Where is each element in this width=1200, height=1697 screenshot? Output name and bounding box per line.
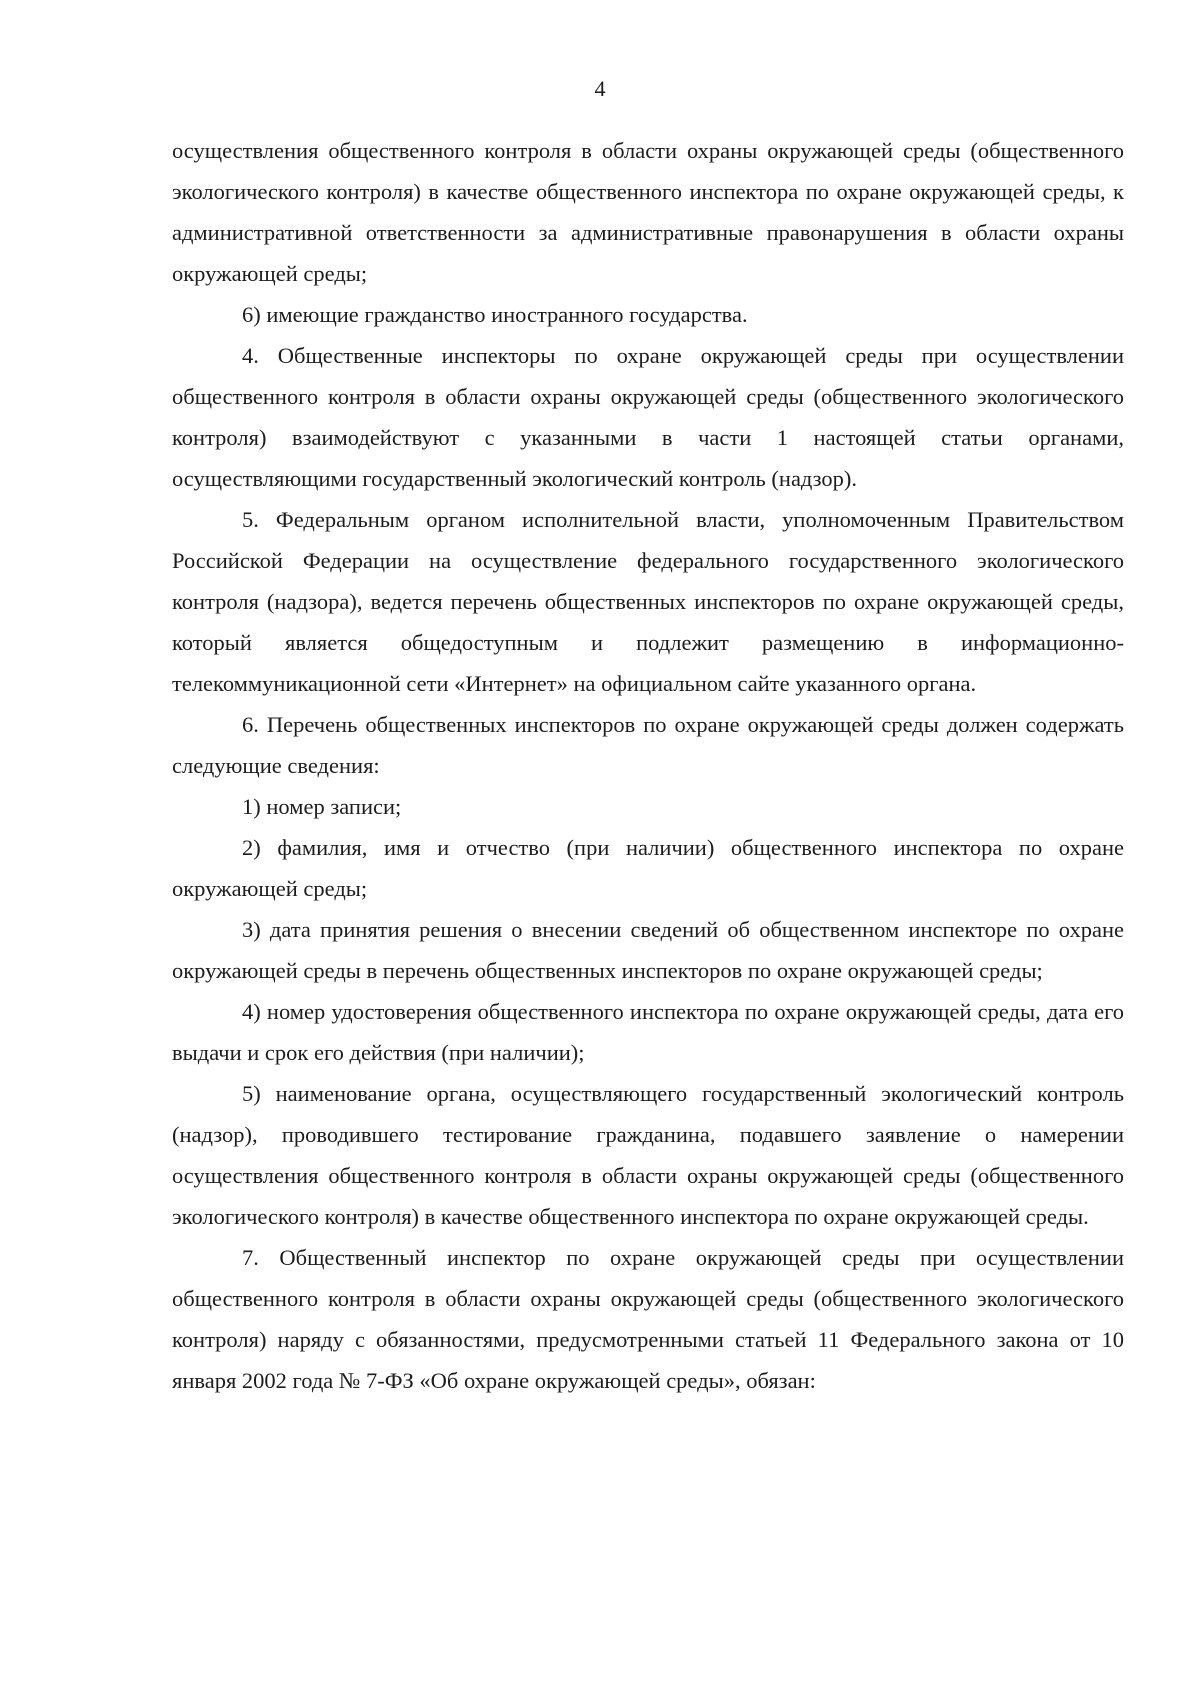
document-body	[172, 130, 1124, 1401]
paragraph-item-5: 5) наименование органа, осуществляющего государственный экологический контроль (надзор), проводившего тестирование гражданина, подавшего заявление о намерении осуществления общественного контроля в области охраны окружающей среды (общественного экологического контроля) в качестве общественного инспектора по охране окружающей среды.	[172, 1081, 1124, 1229]
paragraph-item-4: 4) номер удостоверения общественного инспектора по охране окружающей среды, дата его выдачи и срок его действия (при наличии);	[172, 999, 1124, 1065]
paragraph-continuation: осуществления общественного контроля в области охраны окружающей среды (общественного экологического контроля) в качестве общественного инспектора по охране окружающей среды, к административной ответственности за административные правонарушения в области охраны окружающей среды;	[172, 138, 1124, 286]
paragraph-clause-4: 4. Общественные инспекторы по охране окружающей среды при осуществлении общественного контроля в области охраны окружающей среды (общественного экологического контроля) взаимодействуют с указанными в части 1 настоящей статьи органами, осуществляющими государственный экологический контроль (надзор).	[172, 343, 1124, 491]
paragraph-clause-7: 7. Общественный инспектор по охране окружающей среды при осуществлении общественного контроля в области охраны окружающей среды (общественного экологического контроля) наряду с обязанностями, предусмотренными статьей 11 Федерального закона от 10 января 2002 года № 7-ФЗ «Об охране окружающей среды», обязан:	[172, 1245, 1124, 1393]
paragraph-item-2: 2) фамилия, имя и отчество (при наличии) общественного инспектора по охране окружающей среды;	[172, 835, 1124, 901]
paragraph-clause-6: 6. Перечень общественных инспекторов по охране окружающей среды должен содержать следующие сведения:	[172, 712, 1124, 778]
paragraph-clause-5: 5. Федеральным органом исполнительной власти, уполномоченным Правительством Российской Федерации на осуществление федерального государственного экологического контроля (надзора), ведется перечень общественных инспекторов по охране окружающей среды, который является общедоступным и подлежит размещению в информационно-телекоммуникационной сети «Интернет» на официальном сайте указанного органа.	[172, 507, 1124, 696]
paragraph-item-3: 3) дата принятия решения о внесении сведений об общественном инспекторе по охране окружающей среды в перечень общественных инспекторов по охране окружающей среды;	[172, 917, 1124, 983]
paragraph-item-6: 6) имеющие гражданство иностранного государства.	[242, 302, 748, 327]
page-number: 4	[594, 76, 606, 101]
paragraph-item-1: 1) номер записи;	[242, 794, 402, 819]
